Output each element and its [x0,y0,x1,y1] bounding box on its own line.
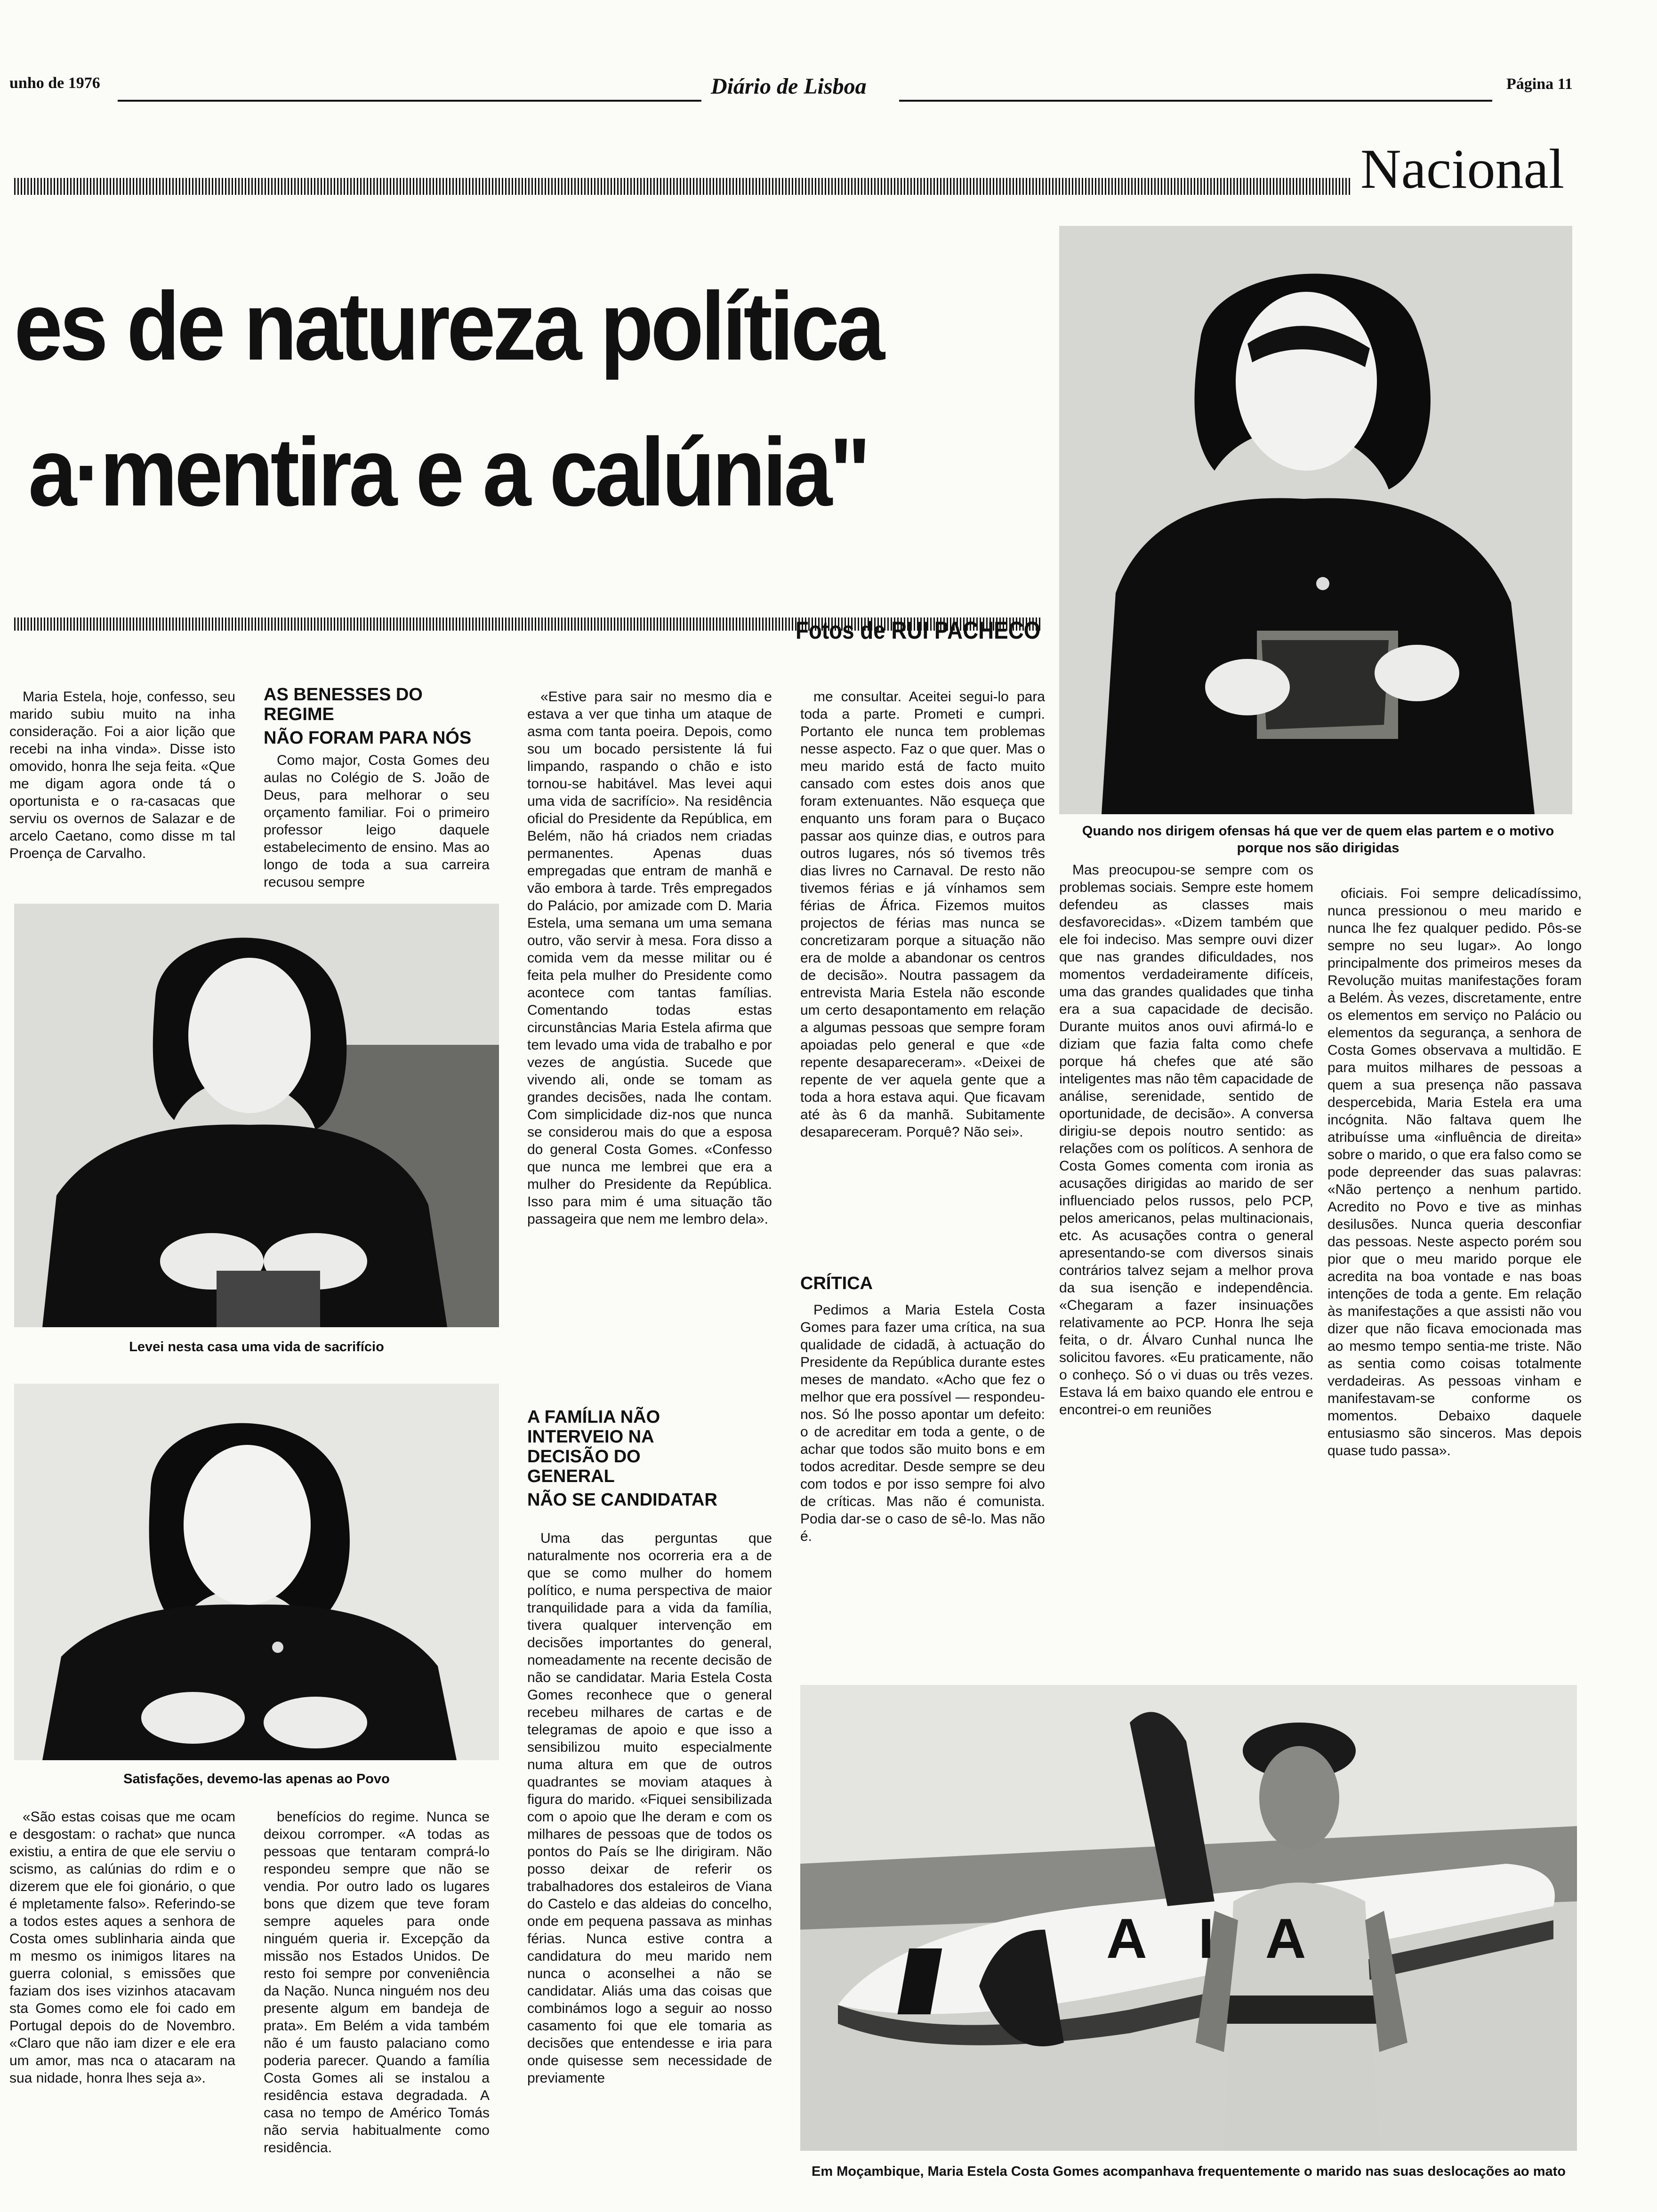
headline-line2: a·mentira e a calúnia" [28,418,868,526]
section-title: Nacional [1360,137,1565,200]
paragraph: Pedimos a Maria Estela Costa Gomes para fazer uma crítica, na sua qualidade de cidadã, à actuação do Presidente da República durante estes meses de mandato. «Acho que fez o melhor que era possível — respondeu-nos. Só lhe posso apontar um defeito: o de acreditar em toda a gente, o de achar que todos são muito bons e em todos acreditar. Desde sempre se deu com todos e por isso sempre foi alvo de críticas. Mas não é comunista. Podia dar-se o caso de sê-lo. Mas não é. [800,1302,1045,1544]
caption-top-right: Quando nos dirigem ofensas há que ver de quem elas partem e o motivo porque nos são dirigidas [1082,824,1554,856]
page-number: Página 11 [1506,75,1573,93]
paragraph: benefícios do regime. Nunca se deixou corromper. «A todas as pessoas que tentaram comprá-lo respondeu sempre que não se vendia. Por outro lado os lugares bons que dizem que teve foram sempre aqueles para onde ninguém queria ir. Excepção da missão nos Estados Unidos. De resto foi sempre por conveniência da Nação. Nunca ninguém nos deu presente algum em bandeja de prata». Em Belém a vida também não é um fausto palaciano como poderia parecer. Quando a família Costa Gomes ali se instalou a residência estava degradada. A casa no tempo de Américo Tomás não servia habitualmente como residência. [264,1809,490,2156]
header-rule-left [118,100,701,102]
column-2-top [264,685,490,890]
photo-credit: Fotos de RUI PACHECO [796,617,1041,644]
masthead: Diário de Lisboa [711,74,867,99]
column-1-bottom [9,1808,235,2208]
paragraph: «Estive para sair no mesmo dia e estava a ver que tinha um ataque de asma com tanta poeira. Depois, como sou um bocado persistente lá fui limpando, raspando o chão e isto tornou-se habitável. Mas levei aqui uma vida de sacrifício». Na residência oficial do Presidente da República, em Belém, não há criados nem criadas permanentes. Apenas duas empregadas que entram de manhã e vão embora à tarde. Três empregados do Palácio, por amizade com D. Maria Estela, uma semana um uma semana outro, vão servir à mesa. Fora disso a comida vem da messe militar ou é feita pela mulher do Presidente como acontece com tantas famílias. Comentando todas estas circunstâncias Maria Estela afirma que tem levado uma vida de trabalho e por vezes de angústia. Sucede que vivendo ali, onde se tomam as grandes decisões, nada lhe contam. Com simplicidade diz-nos que nunca se considerou mais do que a esposa do general Costa Gomes. «Confesso que nunca me lembrei que era a mulher do Presidente da República. Isso para mim é uma situação tão passageira que nem me lembro dela». [527,689,772,1227]
paragraph: Uma das perguntas que naturalmente nos ocorreria era a de que se como mulher do homem político, e numa perspectiva de maior tranquilidade para a vida da família, tivera qualquer intervenção em decisões importantes do general, nomeadamente na recente decisão de não se candidatar. Maria Estela Costa Gomes reconhece que o general recebeu milhares de cartas e de telegramas de apoio e que isso a sensibilizou muito especialmente numa altura em que de outros quadrantes se moviam ataques à figura do marido. «Fiquei sensibilizada com o apoio que lhe deram e com os milhares de pessoas que de todos os pontos do País se lhe dirigiram. Não posso deixar de referir os trabalhadores dos estaleiros de Viana do Castelo e das aldeias do concelho, onde em pequena passava as minhas férias. Nunca estive contra a candidatura do meu marido nem nunca o aconselhei a não se candidatar. Aliás uma das coisas que combinámos logo a seguir ao nosso casamento foi que ele tomaria as decisões que entendesse e iria para onde quisesse sem necessidade de previamente [527,1531,772,2086]
photo-portrait-lower [14,1384,499,1760]
paragraph: Mas preocupou-se sempre com os problemas sociais. Sempre este homem defendeu as classes mais desfavorecidas». «Dizem também que ele foi indeciso. Mas sempre ouvi dizer que nas grandes dificuldades, nos momentos verdadeiramente difíceis, uma das grandes qualidades que tinha era a sua capacidade de decisão. Durante muitos anos ouvi afirmá-lo e diziam que fazia falta como chefe porque há chefes que até são inteligentes mas não têm capacidade de análise, serenidade, sentido de oportunidade, de decisão». A conversa dirigiu-se depois noutro sentido: as relações com os políticos. A senhora de Costa Gomes comenta com ironia as acusações dirigidas ao marido de ser influenciado pelos russos, pelo PCP, pelos americanos, pelas multinacionais, etc. As acusações contra o general apresentando-se com diversos sinais contrários talvez sejam a melhor prova da sua isenção e independência. «Chegaram a fazer insinuações relativamente ao PCP. Honra lhe seja feita, o dr. Álvaro Cunhal nunca lhe solicitou favores. «Eu praticamente, não o conheço. Só o vi duas ou três vezes. Estava lá em baixo quando ele entrou e encontrei-o em reuniões [1059,862,1313,1418]
header-rule-right [899,100,1492,102]
subhead-benesses: AS BENESSES DO REGIME [264,685,423,724]
subhead-nao-foram: NÃO FORAM PARA NÓS [264,728,472,748]
column-2-text-top [264,752,490,890]
paragraph: Maria Estela, hoje, confesso, seu marido subiu muito na inha consideração. Foi a aior lição que recebi na inha vinda». Disse isto omovido, honra lhe seja feita. «Que me digam agora onde tá o oportunista e o ra-casacas que serviu os overnos de Salazar e de arcelo Caetano, como disse m tal Proença de Carvalho. [9,689,235,861]
paragraph: oficiais. Foi sempre delicadíssimo, nunca pressionou o meu marido e nunca lhe fez qualquer pedido. Pôs-se sempre no seu lugar». Ao longo principalmente dos primeiros meses da Revolução muitas manifestações foram a Belém. Às vezes, discretamente, entre os elementos em serviço no Palácio ou elementos da segurança, a senhora de Costa Gomes observava a multidão. E para muitos milhares de pessoas a quem a sua presença não passava despercebida, Maria Estela era uma incógnita. Não faltava quem lhe atribuísse uma «influência de direita» sobre o marido, o que era falso como se pode depreender das suas palavras: «Não pertenço a nenhum partido. Acredito no Povo e tive as minhas desilusões. Nunca queria desconfiar das pessoas. Neste aspecto porém sou pior que o meu marido porque ele acredita na boa vontade e nas boas intenções de toda a gente. Em relação às manifestações a que assisti não vou dizer que não ficava emocionada mas ao mesmo tempo sentia-me triste. Não as sentia como coisas totalmente verdadeiras. As pessoas vinham e manifestavam-se conforme os momentos. Debaixo daquele entusiasmo são sinceros. Mas depois quase tudo passa». [1327,886,1582,1459]
column-2-bottom [264,1808,490,2208]
caption-left-lower: Satisfações, devemo-las apenas ao Povo [123,1771,390,1787]
caption-left-middle: Levei nesta casa uma vida de sacrifício [129,1339,384,1354]
column-5 [1059,861,1313,1633]
section-hatch-band [14,178,1351,195]
plane-registration: A I A [1106,1907,1325,1970]
column-1-top [9,688,235,886]
column-3-subheads [527,1407,772,1514]
subhead-candidatar: NÃO SE CANDIDATAR [527,1490,717,1510]
paragraph: Como major, Costa Gomes deu aulas no Colégio de S. João de Deus, para melhorar o seu orçamento familiar. Foi o primeiro professor leigo daquele estabelecimento de ensino. Mas ao longo de toda a sua carreira recusou sempre [264,753,490,890]
issue-date: unho de 1976 [9,74,100,92]
photo-mozambique [800,1685,1577,2151]
column-3-top [527,688,772,1413]
photo-portrait-top [1059,226,1572,814]
column-4-bottom [800,1301,1045,1631]
paragraph: «São estas coisas que me ocam e desgostam: o rachat» que nunca existiu, a entira de que ele serviu o scismo, as calúnias do rdim e o dizerem que ele foi gionário, o que é mpletamente falso». Referindo-se a todos estes aques a senhora de Costa omes sublinharia ainda que m mesmo os inimigos litares na guerra colonial, s emissões que faziam dos ises vizinhos atacavam sta Gomes como ele foi cado em Portugal depois do de Novembro. «Claro que não iam dizer e ele era um amor, mas nca o atacaram na sua nidade, honra lhes seja a». [9,1809,235,2086]
caption-bottom: Em Moçambique, Maria Estela Costa Gomes acompanhava frequentemente o marido nas suas deslocações ao mato [812,2164,1566,2179]
headline-line1: es de natureza política [14,272,882,380]
paragraph: me consultar. Aceitei segui-lo para toda a parte. Prometi e cumpri. Portanto ele nunca tem problemas nesse aspecto. Faz o que quer. Mas o meu marido está de facto muito cansado com estes dois anos que foram extenuantes. Não esqueça que enquanto uns foram para o Buçaco passar aos quinze dias, e outros para outros lugares, nós só tivemos três dias livres no Carnaval. De resto não tivemos férias e já vínhamos sem férias de África. Fizemos muitos projectos de férias mas nunca se concretizaram porque a situação não era de molde a abandonar os centros de decisão». Noutra passagem da entrevista Maria Estela não esconde um certo desapontamento em relação a algumas pessoas que sempre foram apoiadas pelo general e que «de repente desapareceram». «Deixei de repente de ver aquela gente que a toda a hora estava aqui. Que ficavam até às 6 da manhã. Subitamente desapareceram. Porquê? Não sei». [800,689,1045,1140]
photo-portrait-middle [14,904,499,1327]
subhead-critica: CRÍTICA [800,1274,873,1293]
subhead-familia: A FAMÍLIA NÃO INTERVEIO NA DECISÃO DO GENERAL [527,1407,660,1486]
column-6 [1327,885,1582,1638]
column-3-bottom [527,1530,772,2207]
column-4-top [800,688,1045,1262]
